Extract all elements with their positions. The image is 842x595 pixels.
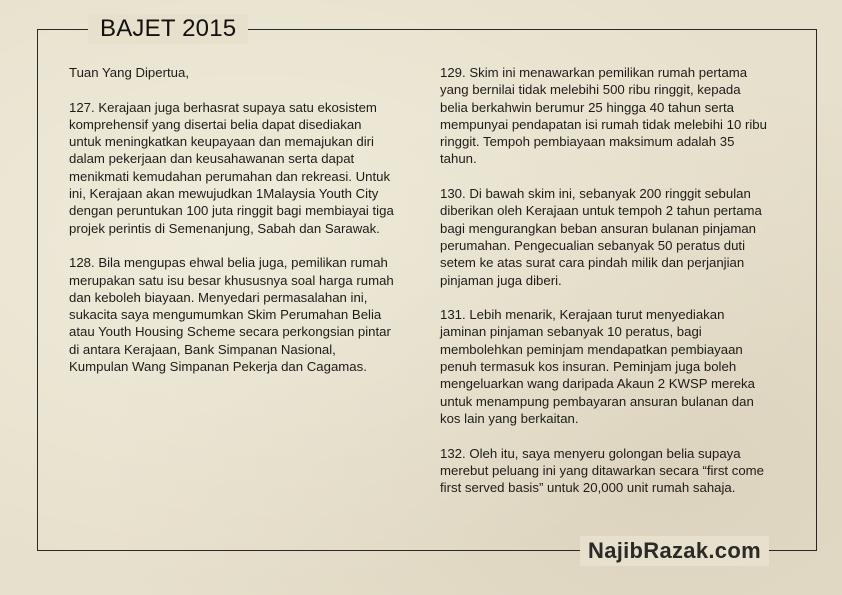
paragraph-128: 128. Bila mengupas ehwal belia juga, pemilikan rumah merupakan satu isu besar khususnya soal harga rumah dan keboleh biayaan. Menyedari permasalahan ini, sukacita saya mengumumkan Skim Perumahan Belia atau Youth Housing Scheme secara perkongsian pintar di antara Kerajaan, Bank Simpanan Nasional, Kumpulan Wang Simpanan Pekerja dan Cagamas. bbox=[69, 255, 394, 375]
page-title: BAJET 2015 bbox=[88, 14, 248, 44]
left-column bbox=[69, 64, 415, 393]
paragraph-129: 129. Skim ini menawarkan pemilikan rumah pertama yang bernilai tidak melebihi 500 ribu ringgit, kepada belia berkahwin berumur 25 hingga 40 tahun serta mempunyai pendapatan isi rumah tidak melebihi 10 ribu ringgit. Tempoh pembiayaan maksimum adalah 35 tahun. bbox=[440, 65, 767, 167]
footer-site-name: NajibRazak.com bbox=[580, 536, 769, 566]
paragraph-131: 131. Lebih menarik, Kerajaan turut menyediakan jaminan pinjaman sebanyak 10 peratus, bagi membolehkan peminjam mendapatkan pembiayaan penuh termasuk kos insuran. Peminjam juga boleh mengeluarkan wang daripada Akaun 2 KWSP mereka untuk menampung pembayaran ansuran bulanan dan kos lain yang berkaitan. bbox=[440, 307, 755, 426]
paragraph-130: 130. Di bawah skim ini, sebanyak 200 ringgit sebulan diberikan oleh Kerajaan untuk tempoh 2 tahun pertama bagi mengurangkan beban ansuran bulanan pinjaman perumahan. Pengecualian sebanyak 50 peratus duti setem ke atas surat cara pindah milik dan perjanjian pinjaman juga diberi. bbox=[440, 186, 762, 288]
paragraph-127: 127. Kerajaan juga berhasrat supaya satu ekosistem komprehensif yang disertai belia dapat disediakan untuk meningkatkan keupayaan dan memajukan diri dalam pekerjaan dan keusahawanan serta dapat menikmati kemudahan perumahan dan rekreasi. Untuk ini, Kerajaan akan mewujudkan 1Malaysia Youth City dengan peruntukan 100 juta ringgit bagi membiayai tiga projek perintis di Semenanjung, Sabah dan Sarawak. bbox=[69, 99, 394, 236]
salutation: Tuan Yang Dipertua, bbox=[69, 65, 189, 80]
right-column bbox=[440, 64, 790, 514]
paragraph-132: 132. Oleh itu, saya menyeru golongan belia supaya merebut peluang ini yang ditawarkan secara “first come first served basis” untuk 20,000 unit rumah sahaja. bbox=[440, 445, 764, 496]
